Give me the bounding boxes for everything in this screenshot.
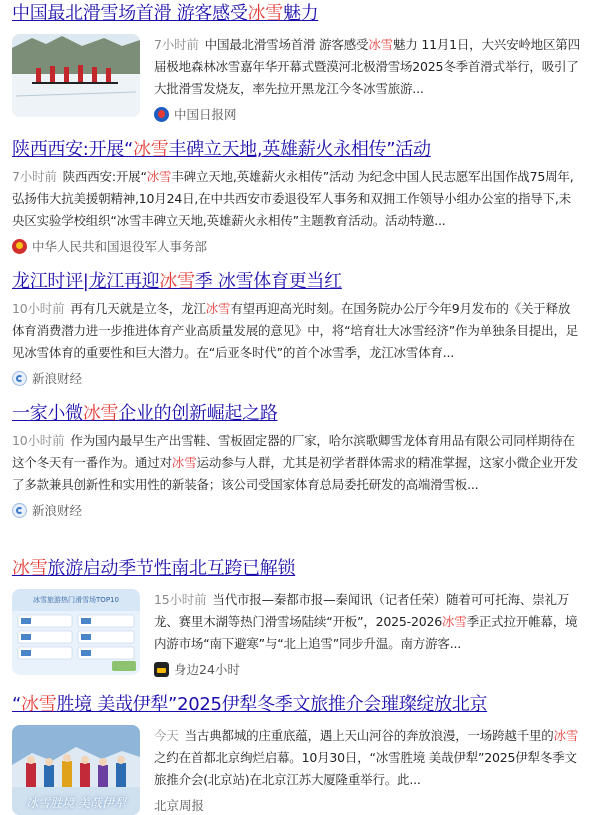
text-segment: 丰碑立天地,英雄薪火永相传”活动: [168, 139, 431, 160]
result-source[interactable]: [154, 104, 582, 124]
text-segment: 之约在首都北京绚烂启幕。10月30日，“冰雪胜境 美哉伊犁”2025伊犁冬季文旅推介会(北京站)在北京江苏大厦隆重举行。此...: [154, 750, 577, 787]
result-snippet: [154, 34, 582, 100]
keyword-highlight: 冰雪: [159, 271, 195, 292]
source-name: 新浪财经: [32, 371, 83, 386]
sina-finance-icon: [12, 503, 27, 518]
result-time: 今天: [154, 728, 179, 743]
text-segment: 胜境 美哉伊犁”2025伊犁冬季文旅推介会璀璨绽放北京: [56, 694, 488, 715]
news-app-icon: [154, 662, 169, 677]
text-segment: 当古典都城的庄重底蕴，遇上天山河谷的奔放浪漫，一场跨越千里的: [184, 728, 554, 743]
result-source[interactable]: [154, 659, 582, 679]
keyword-highlight: 冰雪: [21, 694, 57, 715]
result-snippet: [154, 589, 582, 655]
result-source[interactable]: [12, 500, 582, 520]
keyword-highlight: 冰雪: [247, 3, 283, 24]
result-source[interactable]: [154, 795, 582, 815]
result-thumbnail[interactable]: [12, 34, 140, 117]
search-result: [12, 693, 582, 815]
search-result: [12, 138, 582, 256]
text-segment: 有望再迎高光时刻。在国务院办公厅今年9月发布的《关于释放体育消费潜力进一步推进体育产业高质量发展的意见》中，将“培育壮大冰雪经济”作为单独条目提出，足见冰雪体育的重要性和巨大潜力。在“后亚冬时代”的首个冰雪季，龙江冰雪体育...: [12, 301, 579, 360]
result-snippet: [154, 725, 582, 791]
source-name: 北京周报: [154, 798, 205, 813]
result-source[interactable]: [12, 368, 582, 388]
source-name: 身边24小时: [174, 662, 240, 677]
result-time: 15小时前: [154, 592, 207, 607]
text-segment: 季正式拉开帷幕，境内游市场“南下避寒”与“北上追雪”同步升温。南方游客...: [154, 614, 578, 651]
keyword-highlight: 冰雪: [12, 558, 48, 579]
keyword-highlight: 冰雪: [368, 37, 393, 52]
text-segment: 丰碑立天地,英雄薪火永相传”活动 为纪念中国人民志愿军出国作战75周年,弘扬伟大抗美援朝精神,10月24日,在中共西安市委退役军人事务和双拥工作领导小组办公室的指导下,未央区实验学校组织“冰雪丰碑立天地,英雄薪火永相传”主题教育活动。活动特邀...: [12, 169, 574, 228]
result-snippet: [12, 298, 582, 364]
result-time: 7小时前: [154, 37, 199, 52]
text-segment: 魅力: [282, 3, 319, 24]
text-segment: 魅力 11月1日，大兴安岭地区第四届极地森林冰雪嘉年华开幕式暨漠河北极滑雪场2025冬季首滑式举行，吸引了大批滑雪发烧友，率先拉开黑龙江今冬冰雪旅游...: [154, 37, 580, 96]
text-segment: 当代市报—秦都市报—秦闻讯（记者任荣）随着可可托海、崇礼万龙、赛里木湖等热门滑雪场陆续“开板”，2025-2026: [154, 592, 570, 629]
search-result: [12, 2, 582, 124]
result-snippet: [12, 430, 582, 496]
keyword-highlight: 冰雪: [205, 301, 231, 316]
result-title-link[interactable]: [12, 2, 582, 26]
thumbnail-title: 冰雪旅游热门滑雪场TOP10: [33, 596, 119, 604]
sina-finance-icon: [12, 371, 27, 386]
keyword-highlight: 冰雪: [553, 728, 579, 743]
result-time: 10小时前: [12, 433, 65, 448]
result-title-link[interactable]: [12, 693, 582, 717]
text-segment: 陕西西安:开展“: [12, 139, 133, 160]
source-name: 中国日报网: [174, 107, 237, 122]
keyword-highlight: 冰雪: [82, 403, 119, 424]
text-segment: 季 冰雪体育更当红: [194, 271, 342, 292]
result-title-link[interactable]: [12, 270, 582, 294]
keyword-highlight: 冰雪: [171, 455, 197, 470]
keyword-highlight: 冰雪: [146, 169, 172, 184]
result-title-link[interactable]: [12, 402, 582, 426]
national-emblem-icon: [12, 239, 27, 254]
text-segment: “: [12, 694, 22, 715]
search-result: [12, 557, 582, 679]
text-segment: 一家小微: [12, 403, 83, 424]
result-title-link[interactable]: [12, 557, 582, 581]
result-thumbnail[interactable]: [12, 725, 140, 815]
search-result: [12, 402, 582, 520]
text-segment: 中国最北滑雪场首滑 游客感受: [204, 37, 369, 52]
result-title-link[interactable]: [12, 138, 582, 162]
text-segment: 运动参与人群，尤其是初学者群体需求的精准掌握，这家小微企业开发了多款兼具创新性和实用性的新装备；该公司受国家体育总局委托研发的高端滑雪板...: [12, 455, 578, 492]
keyword-highlight: 冰雪: [133, 139, 169, 160]
thumbnail-caption: 冰雪胜境 美哉伊犁: [26, 796, 126, 810]
result-source[interactable]: [12, 236, 582, 256]
result-snippet: [12, 166, 582, 232]
text-segment: 旅游启动季节性南北互跨已解锁: [47, 558, 296, 579]
keyword-highlight: 冰雪: [442, 614, 467, 629]
source-name: 新浪财经: [32, 503, 83, 518]
result-thumbnail[interactable]: [12, 589, 140, 675]
china-daily-icon: [154, 107, 169, 122]
result-time: 10小时前: [12, 301, 65, 316]
result-time: 7小时前: [12, 169, 57, 184]
text-segment: 再有几天就是立冬，龙江: [70, 301, 206, 316]
text-segment: 龙江时评|龙江再迎: [12, 271, 160, 292]
text-segment: 中国最北滑雪场首滑 游客感受: [12, 3, 248, 24]
source-name: 中华人民共和国退役军人事务部: [32, 239, 208, 254]
text-segment: 作为国内最早生产出雪鞋、雪板固定器的厂家，哈尔滨歌卿雪龙体育用品有限公司同样期待在这个冬天有一番作为。通过对: [12, 433, 575, 470]
text-segment: 陕西西安:开展“: [62, 169, 147, 184]
text-segment: 企业的创新崛起之路: [118, 403, 278, 424]
search-result: [12, 270, 582, 388]
